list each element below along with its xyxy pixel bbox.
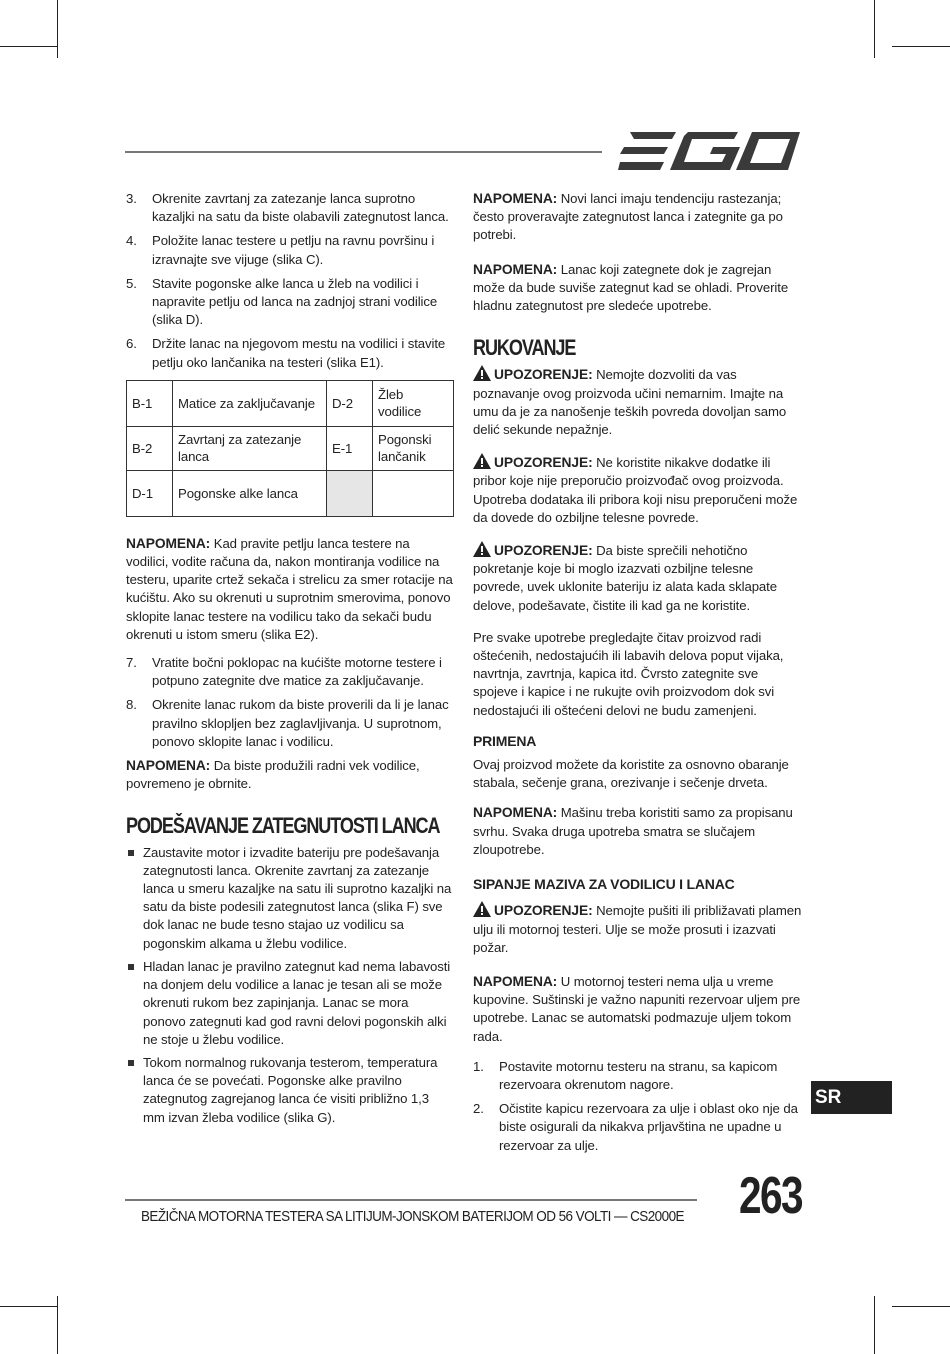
table-cell-empty xyxy=(373,470,454,516)
table-row xyxy=(127,426,454,470)
warning-paragraph: UPOZORENJE: Nemojte pušiti ili približavati plamen ulju ili motornoj testeri. Ulje se može prosuti i izazvati požar. xyxy=(473,903,802,955)
table-cell: D-2 xyxy=(327,380,373,426)
crop-mark xyxy=(892,1306,950,1307)
list-item: 1. Postavite motornu testeru na stranu, sa kapicom rezervoara okrenutom nagore. xyxy=(473,1058,778,1092)
list-item: 7. Vratite bočni poklopac na kućište motorne testere i potpuno zategnite dve matice za zaključavanje. xyxy=(126,655,442,689)
subsection-title: SIPANJE MAZIVA ZA VODILICU I LANAC xyxy=(473,876,735,893)
table-cell: Žleb vodilice xyxy=(373,380,454,426)
list-item: Tokom normalnog rukovanja testerom, temperatura lanca će se povećati. Pogonske alke pravilno zategnutog zagrejanog lanca će visiti približno 1,3 mm izvan žleba vodilice (slika G). xyxy=(126,1054,454,1127)
note-paragraph: NAPOMENA: U motornoj testeri nema ulja u vreme kupovine. Suštinski je važno napuniti rezervoar uljem pre upotrebe. Lanac se automatski podmazuje uljem tokom rada. xyxy=(473,973,801,1044)
table-cell: Pogonski lančanik xyxy=(373,426,454,470)
body-paragraph: Pre svake upotrebe pregledajte čitav proizvod radi oštećenih, nedostajućih ili labavih delova poput vijaka, navrtnja, zavrtnja, kapica itd. Čvrsto zategnite sve spojeve i kapice i ne rukujte ovih proizvodom dok svi nedostajući ili oštećeni delovi ne budu zamenjeni. xyxy=(473,629,784,718)
steps-list-b xyxy=(126,654,454,751)
table-row xyxy=(127,380,454,426)
square-bullet-icon xyxy=(128,964,134,970)
warning-paragraph: UPOZORENJE: Ne koristite nikakve dodatke ili pribor koje nije preporučio proizvođač ovog proizvoda. Upotreba dodataka ili pribora koji nisu preporučeni može da dovede do ozbiljne telesne povrede. xyxy=(473,455,798,525)
page-number: 263 xyxy=(739,1167,802,1225)
crop-mark xyxy=(0,1306,58,1307)
table-row xyxy=(127,470,454,516)
warning-paragraph: UPOZORENJE: Nemojte dozvoliti da vas poznavanje ovog proizvoda učini nemarnim. Imajte na umu da je za nanošenje teških povreda dovoljan samo delić sekunde nepažnje. xyxy=(473,367,787,438)
note-paragraph: NAPOMENA: Lanac koji zategnete dok je zagrejan može da bude suviše zategnut kad se ohladi. Proverite hladnu zategnutost pre sledeće upotrebe. xyxy=(473,261,789,314)
table-cell: D-1 xyxy=(127,470,173,516)
list-item: 6. Držite lanac na njegovom mestu na vodilici i stavite petlju oko lančanika na testeri (slika E1). xyxy=(126,336,446,370)
warning-triangle-icon xyxy=(473,541,491,557)
crop-mark xyxy=(57,0,58,58)
crop-mark xyxy=(57,1296,58,1354)
crop-mark xyxy=(892,46,950,47)
crop-mark xyxy=(874,0,875,58)
table-cell: Pogonske alke lanca xyxy=(173,470,327,516)
warning-triangle-icon xyxy=(473,901,491,917)
note-paragraph: NAPOMENA: Mašinu treba koristiti samo za propisanu svrhu. Svaka druga upotreba smatra se slučajem zloupotrebe. xyxy=(473,805,793,857)
table-cell: B-1 xyxy=(127,380,173,426)
warning-triangle-icon xyxy=(473,453,491,469)
table-cell-empty xyxy=(327,470,373,516)
list-item: Zaustavite motor i izvadite bateriju pre podešavanja zategnutosti lanca. Okrenite zavrtanj za zatezanje lanca u smeru kazaljke na satu ili suprotno kazaljki na satu da biste podesili zategnutost lanca (slika F) sve dok lanac ne bude tesno stajao uz vodilicu sa pogonskim alkama u žlebu vodilice. xyxy=(126,844,454,953)
header-rule xyxy=(125,151,602,153)
body-paragraph: Ovaj proizvod možete da koristite za osnovno obaranje stabala, sečenje grana, orezivanje i sečenje drveta. xyxy=(473,757,789,791)
note-paragraph: NAPOMENA: Novi lanci imaju tendenciju rastezanja; često proveravajte zategnutost lanca i zategnite ga po potrebi. xyxy=(473,191,783,243)
steps-list xyxy=(473,1058,803,1155)
note-paragraph: NAPOMENA: Kad pravite petlju lanca testere na vodilici, vodite računa da, nakon montiranja vodilice na testeru, uparite crtež sekača i strelicu za smer rotacije na kućištu. Ako su okrenuti u suprotnim smerovima, ponovo sklopite lanac testere na vodilicu tako da sekači budu okrenuti u istom smeru (slika E2). xyxy=(126,535,453,642)
table-cell: E-1 xyxy=(327,426,373,470)
note-paragraph: NAPOMENA: Da biste produžili radni vek vodilice, povremeno je obrnite. xyxy=(126,758,420,792)
warning-triangle-icon xyxy=(473,365,491,381)
crop-mark xyxy=(874,1296,875,1354)
right-column xyxy=(473,190,803,1161)
ego-logo xyxy=(618,130,800,172)
list-item: 2. Očistite kapicu rezervoara za ulje i oblast oko nje da biste osigurali da nikakva prljavština ne upadne u rezervoar za ulje. xyxy=(473,1101,798,1153)
footer-rule xyxy=(125,1199,697,1201)
subsection-title: PRIMENA xyxy=(473,732,537,749)
table-cell: Matice za zaključavanje xyxy=(173,380,327,426)
section-title: RUKOVANJE xyxy=(473,335,576,361)
section-title: PODEŠAVANJE ZATEGNUTOSTI LANCA xyxy=(126,813,440,839)
parts-table xyxy=(126,380,454,517)
list-item: Hladan lanac je pravilno zategnut kad nema labavosti na donjem delu vodilice a lanac je tesan ali se može okrenuti rukom bez zapinjanja. Lanac se mora ponovo zategnuti kad god ravni delovi pogonskih alki ne stoje u žlebu vodilice. xyxy=(126,958,454,1049)
table-cell: Zavrtanj za zatezanje lanca xyxy=(173,426,327,470)
list-item: 5. Stavite pogonske alke lanca u žleb na vodilici i napravite petlju od lanca na zadnjoj strani vodilice (slika D). xyxy=(126,275,438,328)
list-item: 4. Položite lanac testere u petlju na ravnu površinu i izravnajte sve vijuge (slika C). xyxy=(126,233,435,267)
left-column xyxy=(126,190,454,1132)
table-cell: B-2 xyxy=(127,426,173,470)
warning-paragraph: UPOZORENJE: Da biste sprečili nehotično pokretanje koje bi moglo izazvati ozbiljne telesne povrede, uvek uklonite bateriju iz alata kada sklapate delove, podešavate, čistite ili kad ga ne koristite. xyxy=(473,543,777,613)
footer-title: BEŽIČNA MOTORNA TESTERA SA LITIJUM-JONSKOM BATERIJOM OD 56 VOLTI — CS2000E xyxy=(141,1209,684,1225)
list-item: 8. Okrenite lanac rukom da biste proverili da li je lanac pravilno sklopljen bez zaglavljivanja. U suprotnom, ponovo sklopite lanac i vodilicu. xyxy=(126,697,449,749)
language-tab: SR xyxy=(811,1081,892,1114)
crop-mark xyxy=(0,46,58,47)
bullet-list xyxy=(126,844,454,1127)
square-bullet-icon xyxy=(128,850,134,856)
steps-list-a xyxy=(126,190,454,372)
square-bullet-icon xyxy=(128,1060,134,1066)
list-item: 3. Okrenite zavrtanj za zatezanje lanca suprotno kazaljki na satu da biste olabavili zategnutost lanca. xyxy=(126,191,449,225)
